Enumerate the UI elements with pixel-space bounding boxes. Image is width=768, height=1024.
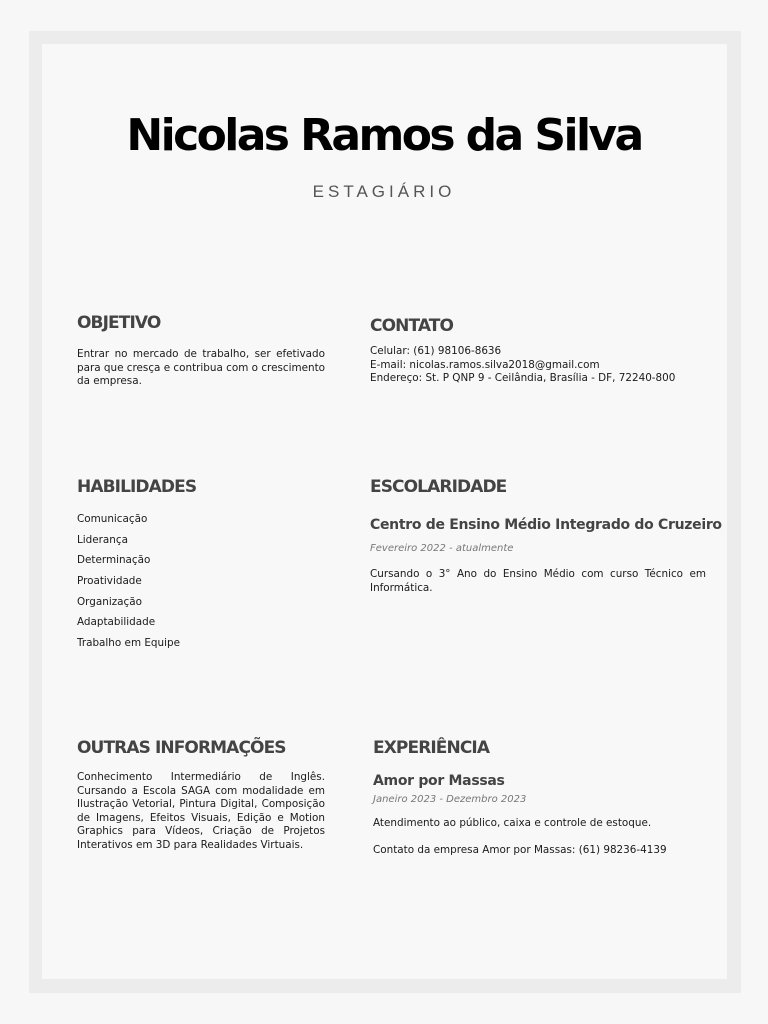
escolaridade-period: Fevereiro 2022 - atualmente (370, 543, 514, 554)
objetivo-heading: OBJETIVO (77, 313, 161, 333)
objetivo-text: Entrar no mercado de trabalho, ser efetivado para que cresça e contribua com o crescimento da empresa. (77, 348, 326, 387)
resume-role: ESTAGIÁRIO (312, 182, 456, 201)
experiencia-period: Janeiro 2023 - Dezembro 2023 (373, 794, 527, 805)
contato-phone: Celular: (61) 98106-8636 (370, 345, 502, 357)
contato-heading: CONTATO (370, 316, 454, 336)
skill-item: Liderança (77, 533, 128, 546)
habilidades-heading: HABILIDADES (77, 477, 197, 497)
escolaridade-description: Cursando o 3° Ano do Ensino Médio com curso Técnico em Informática. (370, 568, 706, 594)
contato-details (370, 345, 710, 386)
escolaridade-institution: Centro de Ensino Médio Integrado do Cruzeiro (370, 517, 722, 533)
skills-list (77, 512, 297, 657)
resume-name: Nicolas Ramos da Silva (126, 110, 642, 161)
skill-item: Adaptabilidade (77, 616, 156, 629)
experiencia-company: Amor por Massas (373, 773, 505, 789)
contato-email: E-mail: nicolas.ramos.silva2018@gmail.com (370, 358, 600, 371)
skill-item: Comunicação (77, 513, 148, 525)
skill-item: Determinação (77, 554, 151, 567)
skill-item: Proatividade (77, 575, 142, 588)
escolaridade-heading: ESCOLARIDADE (370, 477, 507, 497)
skill-item: Trabalho em Equipe (77, 637, 180, 650)
outras-text: Conhecimento Intermediário de Inglês. Cursando a Escola SAGA com modalidade em Ilustração Vetorial, Pintura Digital, Composição de Imagens, Efeitos Visuais, Edição e Motion Graphics para Vídeos, Criação de Projetos Interativos em 3D para Realidades Virtuais. (77, 771, 325, 851)
experiencia-description: Atendimento ao público, caixa e controle de estoque. (373, 817, 652, 829)
experiencia-heading: EXPERIÊNCIA (373, 738, 490, 758)
outras-heading: OUTRAS INFORMAÇÕES (77, 738, 286, 758)
experiencia-contact: Contato da empresa Amor por Massas: (61) 98236-4139 (373, 844, 667, 856)
skill-item: Organização (77, 595, 142, 608)
contato-address: Endereço: St. P QNP 9 - Ceilândia, Brasília - DF, 72240-800 (370, 372, 676, 384)
